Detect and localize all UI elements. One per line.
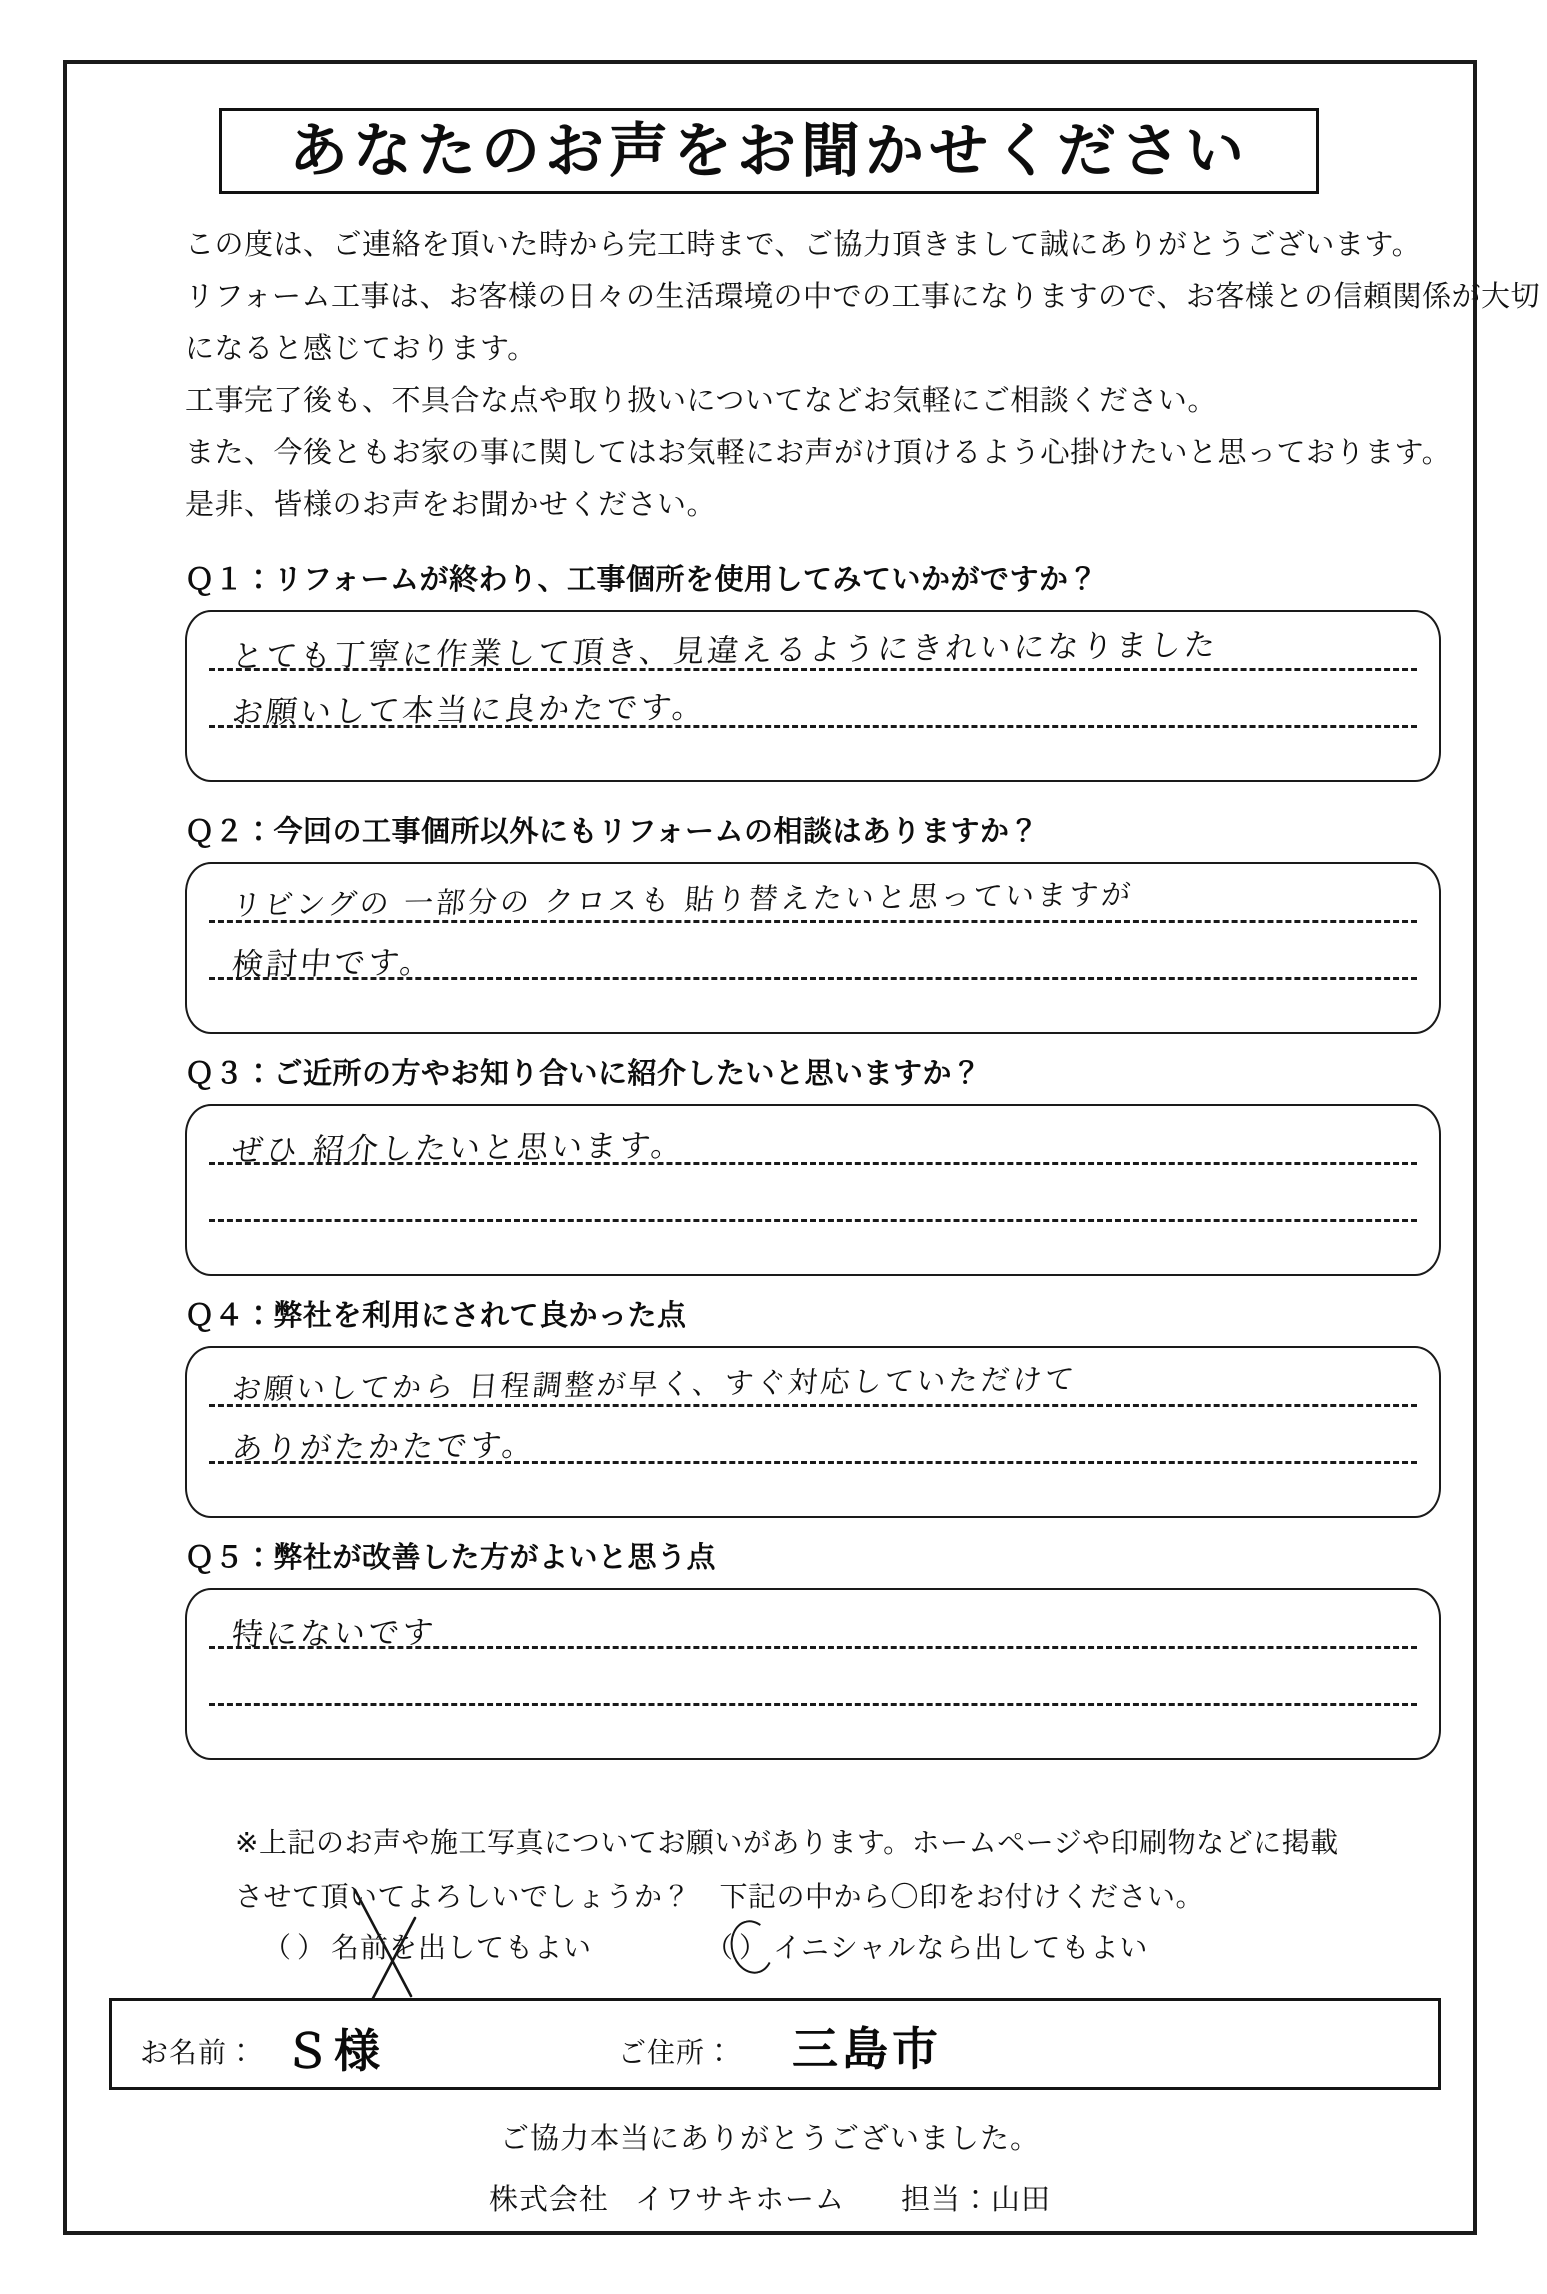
handwritten-answer-line: ぜひ 紹介したいと思います。	[230, 1127, 687, 1170]
question-block-q5	[185, 1535, 1445, 1760]
handwritten-answer-line: お願いしてから 日程調整が早く、すぐ対応していただけて	[230, 1361, 1079, 1407]
consent-option-name-label: 名前を出してもよい	[331, 1932, 593, 1963]
question-block-q3	[185, 1051, 1445, 1276]
question-block-q2	[185, 809, 1445, 1034]
answer-rule	[209, 1219, 1417, 1222]
intro-line: になると感じております。	[185, 333, 537, 365]
consent-line: させて頂いてよろしいでしょうか？ 下記の中から〇印をお付けください。	[235, 1881, 1205, 1912]
checkbox-paren-close: ）	[297, 1932, 332, 1963]
intro-line: また、今後ともお家の事に関してはお気軽にお声がけ頂けるよう心掛けたいと思っております。	[185, 437, 1452, 469]
intro-line: リフォーム工事は、お客様の日々の生活環境の中での工事になりますので、お客様との信頼関係が大切	[185, 281, 1540, 313]
consent-line: ※上記のお声や施工写真についてお願いがあります。ホームページや印刷物などに掲載	[235, 1827, 1339, 1858]
handwritten-answer-line: ありがたかたです。	[230, 1427, 538, 1468]
answer-box-q5[interactable]	[185, 1588, 1441, 1760]
handwritten-answer-line: お願いして本当に良かたです。	[230, 689, 708, 732]
question-label-q1: Ｑ１：リフォームが終わり、工事個所を使用してみていかがですか？	[185, 564, 1099, 596]
name-field-value[interactable]: Ｓ様	[284, 2025, 384, 2077]
checkbox-paren-close: ）	[739, 1932, 774, 1963]
checkbox-paren-open: （	[263, 1932, 298, 1963]
address-field-label: ご住所：	[618, 2037, 735, 2068]
answer-box-q4[interactable]	[185, 1346, 1441, 1518]
staff-in-charge: 担当：山田	[901, 2184, 1052, 2216]
answer-box-q1[interactable]	[185, 610, 1441, 782]
consent-option-initial-label: イニシャルなら出してもよい	[773, 1932, 1149, 1963]
handwritten-answer-line: リビングの 一部分の クロスも 貼り替えたいと思っていますが	[230, 877, 1135, 923]
company-name: イワサキホーム	[634, 2184, 845, 2216]
page-title-box	[219, 108, 1319, 194]
intro-line: 是非、皆様のお声をお聞かせください。	[185, 489, 717, 521]
handwritten-answer-line: とても丁寧に作業して頂き、見違えるようにきれいになりました	[230, 627, 1220, 676]
question-label-q4: Ｑ４：弊社を利用にされて良かった点	[185, 1300, 687, 1332]
footer-company-line	[67, 2177, 1473, 2218]
handwritten-answer-line	[232, 1167, 1409, 1181]
handwritten-answer-line: 検討中です。	[230, 944, 436, 984]
respondent-info-box	[109, 1998, 1441, 2090]
page-border-frame	[63, 60, 1540, 2235]
intro-line: 工事完了後も、不具合な点や取り扱いについてなどお気軽にご相談ください。	[185, 385, 1217, 417]
question-label-q3: Ｑ３：ご近所の方やお知り合いに紹介したいと思いますか？	[185, 1058, 982, 1090]
handwritten-answer-line: 特にないです	[230, 1614, 438, 1654]
question-label-q2: Ｑ２：今回の工事個所以外にもリフォームの相談はありますか？	[185, 816, 1040, 848]
intro-paragraph	[185, 219, 1540, 531]
name-field-label: お名前：	[140, 2037, 257, 2068]
company-legal-form: 株式会社	[488, 2184, 609, 2216]
address-field-value[interactable]: 三島市	[792, 2023, 942, 2075]
intro-line: この度は、ご連絡を頂いた時から完工時まで、ご協力頂きまして誠にありがとうございます。	[185, 229, 1422, 261]
footer	[67, 2116, 1473, 2218]
page-title: あなたのお声をお聞かせください	[288, 117, 1249, 184]
answer-rule	[209, 1703, 1417, 1706]
question-label-q5: Ｑ５：弊社が改善した方がよいと思う点	[185, 1542, 717, 1574]
answer-box-q2[interactable]	[185, 862, 1441, 1034]
handwritten-answer-line	[232, 1651, 1409, 1665]
footer-thanks-text: ご協力本当にありがとうございました。	[499, 2123, 1040, 2155]
question-block-q4	[185, 1293, 1445, 1518]
consent-notice	[235, 1816, 1415, 1924]
answer-box-q3[interactable]	[185, 1104, 1441, 1276]
consent-option-name[interactable]	[263, 1926, 592, 1966]
consent-options	[263, 1926, 1423, 1980]
question-block-q1	[185, 557, 1445, 782]
checkbox-paren-open: （	[705, 1932, 740, 1963]
